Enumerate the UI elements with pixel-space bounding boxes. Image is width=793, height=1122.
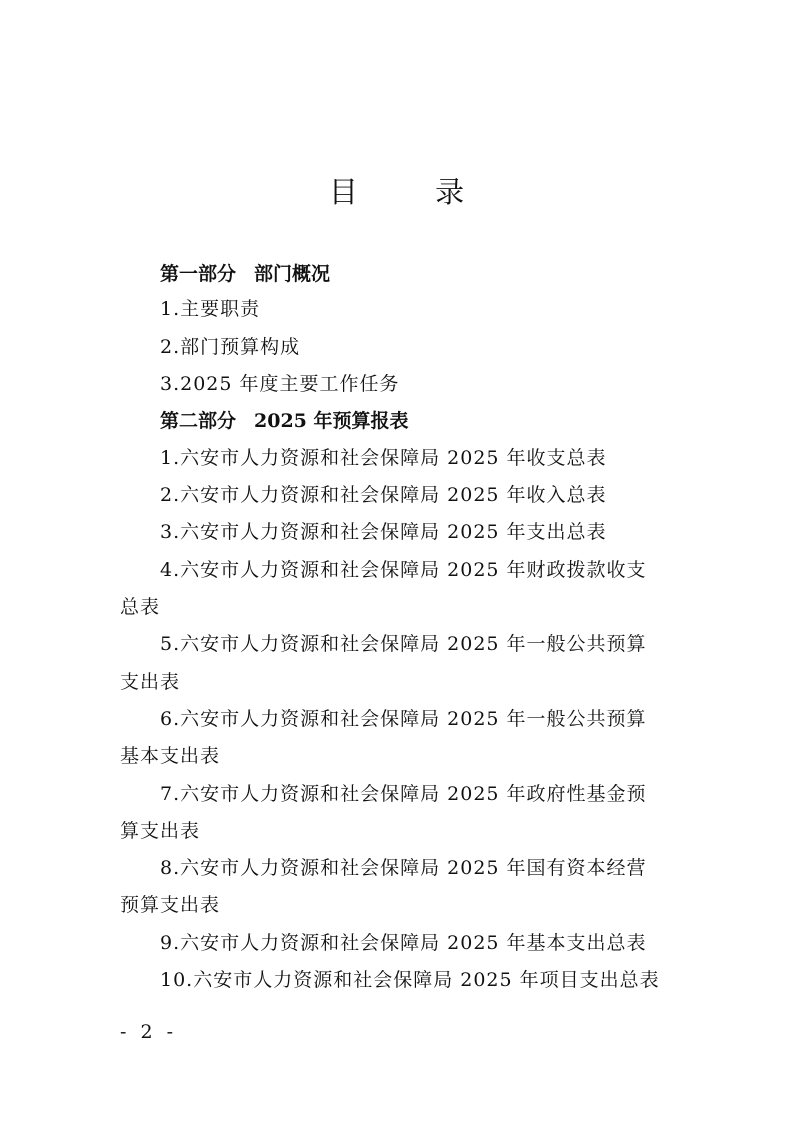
part-one-label: 第一部分 [160,263,237,285]
page-number: - 2 - [120,1021,178,1043]
toc-item: 1.主要职责 [160,298,261,320]
part-one-heading [160,261,330,287]
toc-item: 7.六安市人力资源和社会保障局 2025 年政府性基金预 [160,783,647,805]
toc-item: 2.六安市人力资源和社会保障局 2025 年收入总表 [160,484,607,506]
toc-item: 9.六安市人力资源和社会保障局 2025 年基本支出总表 [160,932,647,954]
part-two-heading [160,408,409,434]
toc-item: 2.部门预算构成 [160,336,301,358]
toc-item-continuation: 算支出表 [120,820,201,842]
page-title: 目 录 [328,175,499,209]
toc-item: 4.六安市人力资源和社会保障局 2025 年财政拨款收支 [160,559,647,581]
toc-item-continuation: 总表 [120,596,161,618]
toc-item: 8.六安市人力资源和社会保障局 2025 年国有资本经营 [160,857,647,879]
toc-item: 1.六安市人力资源和社会保障局 2025 年收支总表 [160,447,607,469]
toc-item: 3.2025 年度主要工作任务 [160,373,400,395]
toc-item-continuation: 预算支出表 [120,894,221,916]
toc-item: 5.六安市人力资源和社会保障局 2025 年一般公共预算 [160,633,647,655]
toc-item-continuation: 支出表 [120,671,181,693]
part-one-title: 部门概况 [254,263,331,285]
part-two-label: 第二部分 [160,410,237,432]
part-two-title: 2025 年预算报表 [254,410,409,432]
toc-item: 10.六安市人力资源和社会保障局 2025 年项目支出总表 [160,969,660,991]
toc-item-continuation: 基本支出表 [120,745,221,767]
toc-item: 3.六安市人力资源和社会保障局 2025 年支出总表 [160,521,607,543]
toc-item: 6.六安市人力资源和社会保障局 2025 年一般公共预算 [160,708,647,730]
